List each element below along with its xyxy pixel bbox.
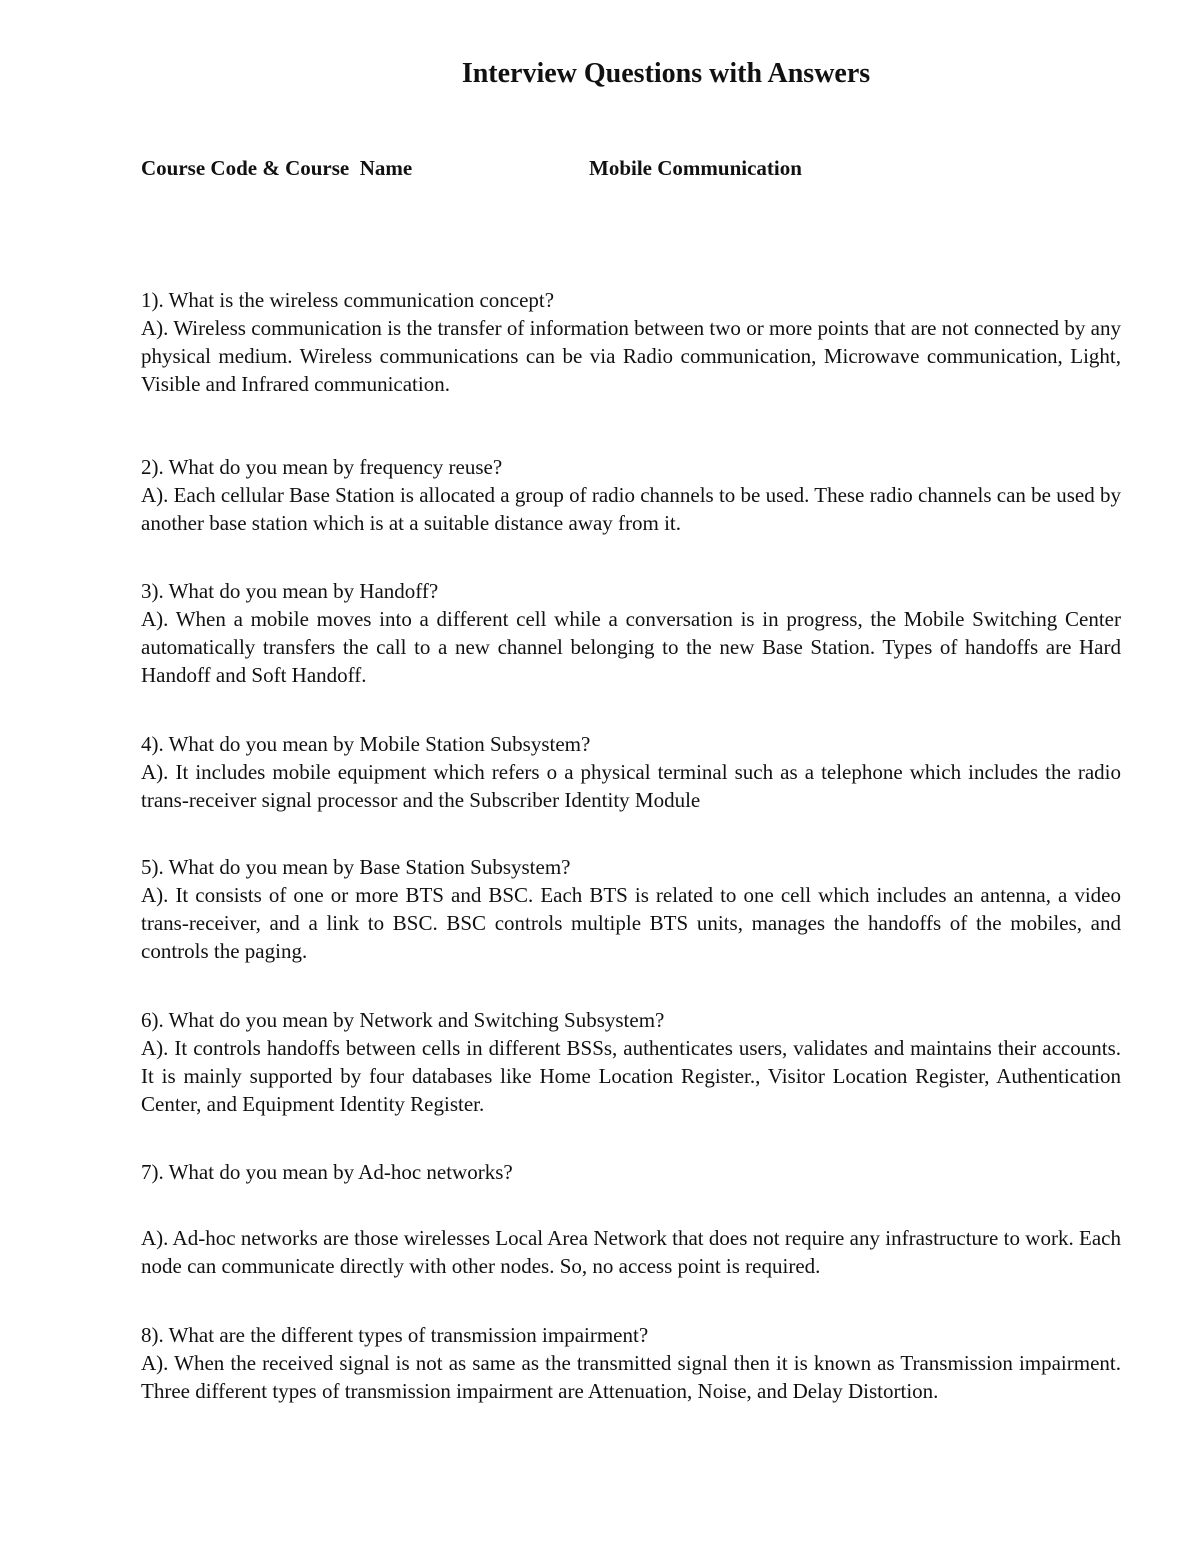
qa-item <box>141 1006 1121 1118</box>
question-text: 3). What do you mean by Handoff? <box>141 579 439 603</box>
qa-item <box>141 1158 1121 1280</box>
qa-item <box>141 453 1121 537</box>
answer-text: A). It controls handoffs between cells in different BSSs, authenticates users, validates and maintains their accounts. It is mainly supported by four databases like Home Location Register., Visitor Location Register, Authentication Center, and Equipment Identity Register. <box>141 1036 1121 1116</box>
question-text: 8). What are the different types of transmission impairment? <box>141 1323 649 1347</box>
answer-text: A). When a mobile moves into a different cell while a conversation is in progress, the Mobile Switching Center automatically transfers the call to a new channel belonging to the new Base Station. Types of handoffs are Hard Handoff and Soft Handoff. <box>141 607 1121 687</box>
qa-item <box>141 1321 1121 1405</box>
course-info-row <box>141 154 1121 182</box>
course-code-label: Course Code & Course Name <box>141 156 413 180</box>
answer-text: A). Each cellular Base Station is allocated a group of radio channels to be used. These radio channels can be used by another base station which is at a suitable distance away from it. <box>141 483 1121 535</box>
question-text: 1). What is the wireless communication concept? <box>141 288 555 312</box>
question-text: 7). What do you mean by Ad-hoc networks? <box>141 1160 513 1184</box>
answer-text: A). It consists of one or more BTS and BSC. Each BTS is related to one cell which includes an antenna, a video trans-receiver, and a link to BSC. BSC controls multiple BTS units, manages the handoffs of the mobiles, and controls the paging. <box>141 883 1121 963</box>
question-text: 5). What do you mean by Base Station Subsystem? <box>141 855 571 879</box>
question-text: 2). What do you mean by frequency reuse? <box>141 455 503 479</box>
document-title: Interview Questions with Answers <box>461 58 871 89</box>
answer-text: A). Wireless communication is the transfer of information between two or more points that are not connected by any physical medium. Wireless communications can be via Radio communication, Microwave communication, Light, Visible and Infrared communication. <box>141 316 1121 396</box>
course-name-value: Mobile Communication <box>589 156 802 180</box>
qa-item <box>141 286 1121 398</box>
answer-text: A). Ad-hoc networks are those wirelesses Local Area Network that does not require any infrastructure to work. Each node can communicate directly with other nodes. So, no access point is required. <box>141 1226 1121 1278</box>
qa-item <box>141 853 1121 965</box>
qa-item <box>141 577 1121 689</box>
answer-text: A). It includes mobile equipment which refers o a physical terminal such as a telephone which includes the radio trans-receiver signal processor and the Subscriber Identity Module <box>141 760 1121 812</box>
qa-item <box>141 730 1121 814</box>
question-text: 4). What do you mean by Mobile Station Subsystem? <box>141 732 591 756</box>
answer-text: A). When the received signal is not as same as the transmitted signal then it is known as Transmission impairment. Three different types of transmission impairment are Attenuation, Noise, and Delay Distortion. <box>141 1351 1121 1403</box>
question-text: 6). What do you mean by Network and Switching Subsystem? <box>141 1008 665 1032</box>
